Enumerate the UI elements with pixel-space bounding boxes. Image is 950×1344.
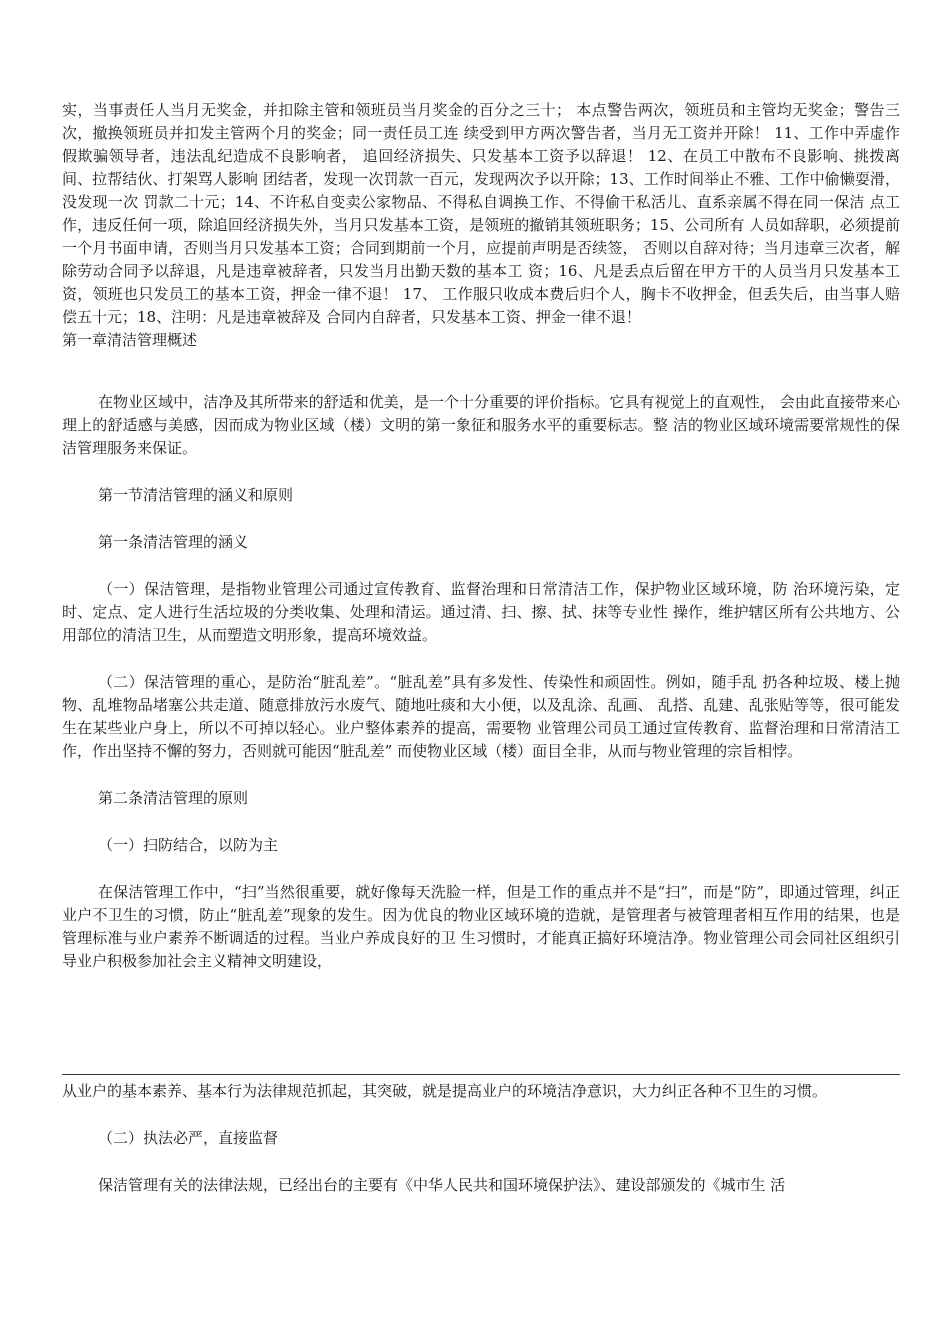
intro-paragraph: 在物业区域中，洁净及其所带来的舒适和优美，是一个十分重要的评价指标。它具有视觉上的直观性， 会由此直接带来心理上的舒适感与美感，因而成为物业区域（楼）文明的第一象征和服务水平的重要标志。整 洁的物业区域环境需要常规性的保洁管理服务来保证。: [62, 393, 900, 457]
article2-subheading-2: （二）执法必严，直接监督: [98, 1129, 279, 1147]
chapter-title: 第一章清洁管理概述: [62, 331, 198, 349]
article2-title: 第二条清洁管理的原则: [98, 789, 249, 807]
article1-paragraph-1: （一）保洁管理，是指物业管理公司通过宣传教育、监督治理和日常清洁工作，保护物业区域环境，防 治环境污染，定时、定点、定人进行生活垃圾的分类收集、处理和清运。通过清、扫、擦、拭、抹等专业性 操作，维护辖区所有公共地方、公用部位的清洁卫生，从而塑造文明形象，提高环境效益。: [62, 580, 900, 644]
article2-paragraph-2: 保洁管理有关的法律法规，已经出台的主要有《中华人民共和国环境保护法》、建设部颁发的《城市生 活: [98, 1176, 786, 1194]
page2-continuation: 从业户的基本素养、基本行为法律规范抓起，其突破，就是提高业户的环境洁净意识，大力纠正各种不卫生的习惯。: [62, 1082, 828, 1100]
article2-paragraph-1: 在保洁管理工作中，“扫”当然很重要，就好像每天洗脸一样，但是工作的重点并不是“扫”，而是“防”，即通过管理，纠正业户不卫生的习惯，防止“脏乱差”现象的发生。因为优良的物业区域环境的造就，是管理者与被管理者相互作用的结果，也是管理标准与业户素养不断调适的过程。当业户养成良好的卫 生习惯时，才能真正搞好环境洁净。物业管理公司会同社区组织引导业户积极参加社会主义精神文明建设，: [62, 883, 900, 970]
article1-title: 第一条清洁管理的涵义: [98, 533, 249, 551]
rules-paragraph: 实，当事责任人当月无奖金，并扣除主管和领班员当月奖金的百分之三十； 本点警告两次，领班员和主管均无奖金；警告三次，撤换领班员并扣发主管两个月的奖金；同一责任员工连 续受到甲方两次警告者，当月无工资并开除！ 11、工作中弄虚作假欺骗领导者，违法乱纪造成不良影响者， 追回经济损失、只发基本工资予以辞退！ 12、在员工中散布不良影响、挑拨离间、拉帮结伙、打架骂人影响 团结者，发现一次罚款一百元，发现两次予以开除；13、工作时间举止不雅、工作中偷懒耍滑，没发现一次 罚款二十元；14、不许私自变卖公家物品、不得私自调换工作、不得偷干私活儿、直系亲属不得在同一保洁 点工作，违反任何一项，除追回经济损失外，当月只发基本工资，是领班的撤销其领班职务；15、公司所有 人员如辞职，必须提前一个月书面申请，否则当月只发基本工资；合同到期前一个月，应提前声明是否续签， 否则以自辞对待；当月违章三次者，解除劳动合同予以辞退，凡是违章被辞者，只发当月出勤天数的基本工 资；16、凡是丢点后留在甲方干的人员当月只发基本工资，领班也只发员工的基本工资，押金一律不退！ 17、 工作服只收成本费后归个人，胸卡不收押金，但丢失后，由当事人赔偿五十元；18、注明：凡是违章被辞及 合同内自辞者，只发基本工资、押金一律不退！: [62, 101, 900, 326]
section-title: 第一节清洁管理的涵义和原则: [98, 486, 294, 504]
document-page-1: [62, 99, 900, 973]
article2-subheading-1: （一）扫防结合，以防为主: [98, 836, 279, 854]
document-page-2: [62, 1080, 900, 1197]
article1-paragraph-2: （二）保洁管理的重心，是防治“脏乱差”。“脏乱差”具有多发性、传染性和顽固性。例如，随手乱 扔各种垃圾、楼上抛物、乱堆物品堵塞公共走道、随意排放污水废气、随地吐痰和大小便，以及乱涂、乱画、 乱搭、乱建、乱张贴等等，很可能发生在某些业户身上，所以不可掉以轻心。业户整体素养的提高，需要物 业管理公司员工通过宣传教育、监督治理和日常清洁工作，作出坚持不懈的努力，否则就可能因“脏乱差” 而使物业区域（楼）面目全非，从而与物业管理的宗旨相悖。: [62, 673, 900, 760]
page-divider: [62, 1074, 900, 1075]
